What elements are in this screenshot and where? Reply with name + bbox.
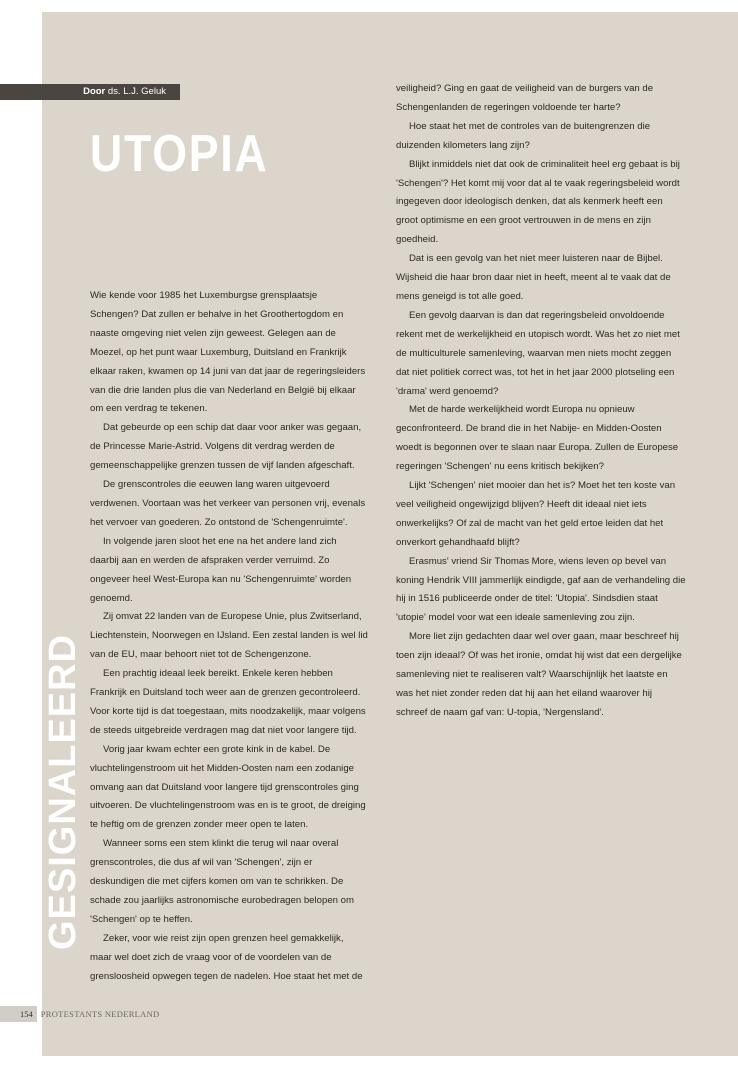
paragraph: In volgende jaren sloot het ene na het andere land zich daarbij aan en werden de afspraken verder verruimd. Zo ongeveer heel West-Europa kan nu 'Schengenruimte' worden genoemd. [90, 535, 352, 604]
page-number: 154 [0, 1006, 37, 1022]
paragraph: Met de harde werkelijkheid wordt Europa nu opnieuw geconfronteerd. De brand die in het Nabije- en Midden-Oosten woedt is begonnen over te slaan naar Europa. Zullen de Europese regeringen 'Schengen' nu eens kritisch bekijken? [396, 404, 679, 473]
article-title: UTOPIA [90, 125, 269, 183]
paragraph: More liet zijn gedachten daar wel over gaan, maar beschreef hij toen zijn ideaal? Of was het ironie, omdat hij wist dat een dergelijke samenleving niet te realiseren valt? Waarschijnlijk het laatste en was het niet zonder reden dat hij aan het eiland waarover hij schreef de naam gaf van: U-topia, 'Nergensland'. [396, 631, 682, 718]
page-footer [0, 1006, 180, 1022]
paragraph: Erasmus' vriend Sir Thomas More, wiens leven op bevel van koning Hendrik VIII jammerlijk eindigde, gaf aan de verhandeling die hij in 1516 publiceerde onder de titel: 'Utopia'. Sindsdien staat 'utopie' model voor wat een ideale samenleving zou zijn. [396, 555, 686, 624]
paragraph: Zeker, voor wie reist zijn open grenzen heel gemakkelijk, maar wel doet zich de vraag voor of de voordelen van de grensloosheid opwegen tegen de nadelen. Hoe staat het met de [90, 932, 363, 982]
byline [0, 84, 180, 100]
paragraph: Dat gebeurde op een schip dat daar voor anker was gegaan, de Princesse Marie-Astrid. Volgens dit verdrag werden de gemeenschappelijke grenzen tussen de vijf landen afgeschaft. [90, 422, 362, 472]
paragraph: veiligheid? Ging en gaat de veiligheid van de burgers van de Schengenlanden de regeringen voldoende ter harte? [396, 83, 654, 113]
paragraph: Lijkt 'Schengen' niet mooier dan het is? Moet het ten koste van veel veiligheid ongewijzigd blijven? Heeft dit ideaal niet iets onwerkelijks? Of zal de macht van het geld ertoe leiden dat het onverkort gehandhaafd blijft? [396, 480, 676, 548]
left-column [90, 287, 368, 987]
paragraph: Vorig jaar kwam echter een grote kink in de kabel. De vluchtelingenstroom uit het Midden-Oosten nam een zodanige omvang aan dat Duitsland voor langere tijd grenscontroles ging uitvoeren. De vluchtelingenstroom was en is te groot, de dreiging te heftig om de grenzen zonder meer open te laten. [90, 743, 366, 831]
right-column [396, 80, 686, 723]
publication-name: PROTESTANTS NEDERLAND [40, 1009, 160, 1019]
paragraph: Wie kende voor 1985 het Luxemburgse grensplaatsje Schengen? Dat zullen er behalve in het Groothertogdom en naaste omgeving niet velen zijn geweest. Gelegen aan de Moezel, op het punt waar Luxemburg, Duitsland en Frankrijk elkaar raken, kwamen op 14 juni van dat jaar de regeringsleiders van die drie landen plus die van Nederland en België bij elkaar om een verdrag te tekenen. [90, 290, 366, 415]
paragraph: Wanneer soms een stem klinkt die terug wil naar overal grenscontroles, die dus af wil van 'Schengen', zijn er deskundigen die met cijfers komen om van te schrikken. De schade zou jaarlijks astronomische eurobedragen belopen om 'Schengen' op te heffen. [90, 838, 354, 925]
paragraph: De grenscontroles die eeuwen lang waren uitgevoerd verdwenen. Voortaan was het verkeer van personen vrij, evenals het vervoer van goederen. Zo ontstond de 'Schengenruimte'. [90, 479, 366, 528]
byline-prefix: Door [83, 86, 106, 97]
paragraph: Een gevolg daarvan is dan dat regeringsbeleid onvoldoende rekent met de werkelijkheid en utopisch wordt. Was het zo niet met de multiculturele samenleving, waarvan men niets mocht zeggen dat niet politiek correct was, tot het in het jaar 2000 plotseling een 'drama' werd genoemd? [396, 309, 680, 397]
paragraph: Blijkt inmiddels niet dat ook de criminaliteit heel erg gebaat is bij 'Schengen'? Het komt mij voor dat al te vaak regeringsbeleid wordt ingegeven door ideologisch denken, dat als kenmerk heeft een groot optimisme en een groot vertrouwen in de mens en zijn goedheid. [396, 158, 680, 246]
section-label: GESIGNALEERD [42, 633, 84, 950]
paragraph: Hoe staat het met de controles van de buitengrenzen die duizenden kilometers lang zijn? [396, 120, 651, 151]
paragraph: Zij omvat 22 landen van de Europese Unie, plus Zwitserland, Liechtenstein, Noorwegen en IJsland. Een zestal landen is wel lid van de EU, maar behoort niet tot de Schengenzone. [90, 611, 368, 661]
paragraph: Dat is een gevolg van het niet meer luisteren naar de Bijbel. Wijsheid die haar bron daar niet in heeft, meent al te vaak dat de mens geneigd is tot alle goed. [396, 253, 671, 302]
byline-author: ds. L.J. Geluk [107, 86, 166, 97]
paragraph: Een prachtig ideaal leek bereikt. Enkele keren hebben Frankrijk en Duitsland toch weer aan de grenzen gecontroleerd. Voor korte tijd is dat toegestaan, mits noodzakelijk, maar volgens de steeds uitgebreide verdragen mag dat niet voor langere tijd. [90, 668, 366, 736]
